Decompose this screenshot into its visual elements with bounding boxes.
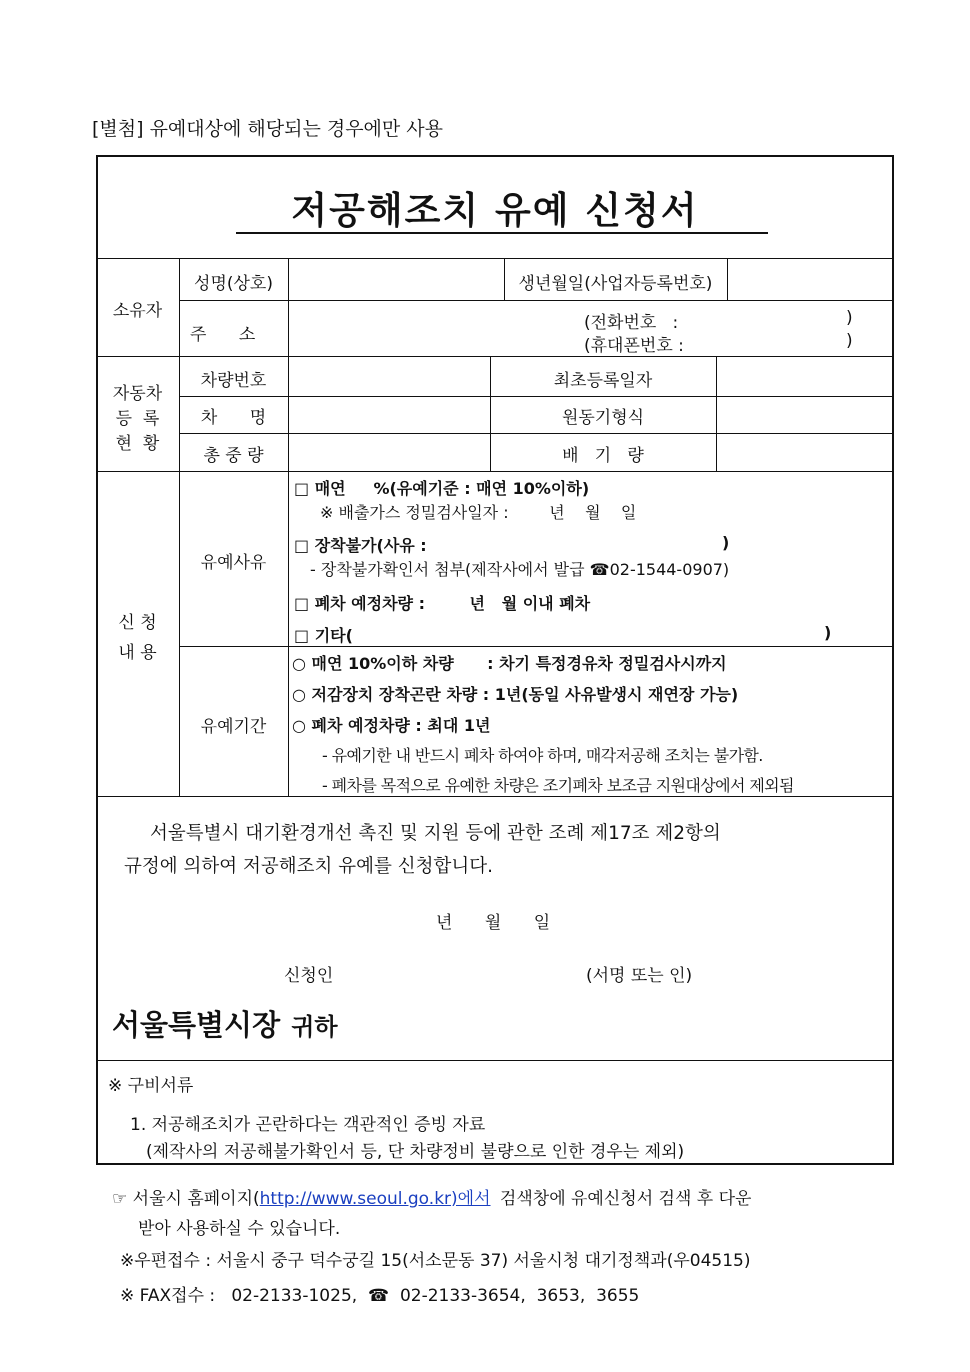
birth-field[interactable]	[729, 260, 892, 298]
birth-label: 생년월일(사업자등록번호)	[518, 274, 713, 294]
engine-field[interactable]	[718, 398, 892, 431]
fax-note: ※ FAX접수 : 02-2133-1025, ☎ 02-2133-3654, 3653, 3655	[120, 1286, 640, 1306]
plate-label: 차량번호	[200, 371, 267, 391]
row-divider	[96, 796, 894, 797]
weight-field[interactable]	[290, 435, 488, 469]
attachment-note: [별첨] 유예대상에 해당되는 경우에만 사용	[92, 118, 444, 140]
seoul-homepage-link[interactable]: http://www.seoul.go.kr	[259, 1189, 452, 1209]
application-section-label-1: 신 청	[118, 613, 157, 633]
first-reg-field[interactable]	[718, 358, 892, 394]
row-divider	[96, 258, 894, 259]
name-field[interactable]	[290, 260, 502, 298]
reason-inspection-date: ※ 배출가스 정밀검사일자 : 년 월 일	[320, 503, 637, 522]
application-section-label-2: 내 용	[118, 643, 157, 663]
phone-label: (전화번호 :	[584, 313, 679, 333]
col-divider	[716, 356, 717, 471]
homepage-note	[112, 1184, 751, 1209]
documents-item-1-note: (제작사의 저공해불가확인서 등, 단 차량정비 불량으로 인한 경우는 제외)	[146, 1142, 685, 1162]
reason-other-close-paren: )	[824, 623, 832, 642]
reason-label: 유예사유	[200, 553, 267, 573]
vehicle-section-label-3: 현 황	[115, 434, 160, 454]
period-note-1: - 유예기한 내 반드시 폐차 하여야 하며, 매각저공해 조치는 불가함.	[322, 746, 763, 765]
period-label: 유예기간	[200, 717, 267, 737]
homepage-suffix: )에서	[451, 1189, 491, 1209]
address-field[interactable]	[290, 302, 580, 354]
engine-label: 원동기형식	[561, 408, 645, 428]
reason-install-note: - 장착불가확인서 첨부(제작사에서 발급 ☎02-1544-0907)	[310, 560, 730, 579]
col-divider	[727, 258, 728, 300]
vehicle-section-label-1: 자동차	[112, 384, 163, 404]
first-reg-label: 최초등록일자	[553, 371, 653, 391]
signature-label: (서명 또는 인)	[586, 966, 693, 986]
row-divider	[179, 396, 894, 397]
documents-title: ※ 구비서류	[108, 1076, 194, 1096]
reason-smoke-checkbox[interactable]: □ 매연 %(유예기준 : 매연 10%이하)	[294, 479, 590, 498]
displacement-field[interactable]	[718, 435, 892, 469]
row-divider	[179, 433, 894, 434]
homepage-note-line-2: 받아 사용하실 수 있습니다.	[138, 1219, 341, 1239]
phone-close-paren: )	[846, 308, 853, 328]
weight-label: 총 중 량	[203, 446, 264, 466]
model-label: 차 명	[200, 408, 267, 428]
period-device-option[interactable]: ○ 저감장치 장착곤란 차량 : 1년(동일 사유발생시 재연장 가능)	[292, 685, 739, 704]
row-divider	[179, 646, 894, 647]
documents-item-1: 1. 저공해조치가 곤란하다는 객관적인 증빙 자료	[130, 1115, 486, 1135]
declaration-line-2: 규정에 의하여 저공해조치 유예를 신청합니다.	[124, 856, 493, 877]
address-label: 주 소	[190, 325, 256, 345]
applicant-label: 신청인	[284, 966, 334, 986]
period-scrap-option[interactable]: ○ 폐차 예정차량 : 최대 1년	[292, 716, 491, 735]
applicant-field[interactable]	[350, 955, 578, 983]
row-divider	[96, 356, 894, 357]
recipient-suffix: 귀하	[291, 1013, 338, 1041]
reason-scrap-checkbox[interactable]: □ 폐차 예정차량 : 년 월 이내 폐차	[294, 594, 591, 613]
vehicle-section-label-2: 등 록	[115, 409, 160, 429]
name-label: 성명(상호)	[194, 274, 273, 294]
homepage-prefix: ☞ 서울시 홈페이지(	[112, 1189, 260, 1209]
declaration-line-1: 서울특별시 대기환경개선 촉진 및 지원 등에 관한 조례 제17조 제2항의	[150, 823, 721, 844]
row-divider	[96, 471, 894, 472]
recipient-name: 서울특별시장	[112, 1008, 281, 1042]
col-divider	[288, 258, 289, 796]
plate-field[interactable]	[290, 358, 488, 394]
mobile-label: (휴대폰번호 :	[584, 336, 684, 356]
mobile-close-paren: )	[846, 331, 853, 351]
row-divider	[179, 300, 894, 301]
application-date: 년 월 일	[436, 913, 551, 933]
model-field[interactable]	[290, 398, 488, 431]
form-title: 저공해조치 유예 신청서	[291, 189, 699, 232]
title-underline	[236, 232, 768, 234]
homepage-rest: 검색창에 유예신청서 검색 후 다운	[499, 1189, 752, 1209]
row-divider	[96, 1060, 894, 1061]
displacement-label: 배 기 량	[562, 446, 644, 466]
reason-install-impossible-checkbox[interactable]: □ 장착불가(사유 :	[294, 536, 427, 555]
owner-section-label: 소유자	[112, 301, 163, 321]
period-smoke-option[interactable]: ○ 매연 10%이하 차량 : 차기 특정경유차 정밀검사시까지	[292, 654, 727, 673]
reason-install-close-paren: )	[722, 533, 730, 552]
mail-note: ※우편접수 : 서울시 중구 덕수궁길 15(서소문동 37) 서울시청 대기정책과(우04515)	[120, 1251, 751, 1271]
period-note-2: - 폐차를 목적으로 유예한 차량은 조기폐차 보조금 지원대상에서 제외됨	[322, 776, 794, 795]
reason-other-checkbox[interactable]: □ 기타(	[294, 626, 353, 645]
